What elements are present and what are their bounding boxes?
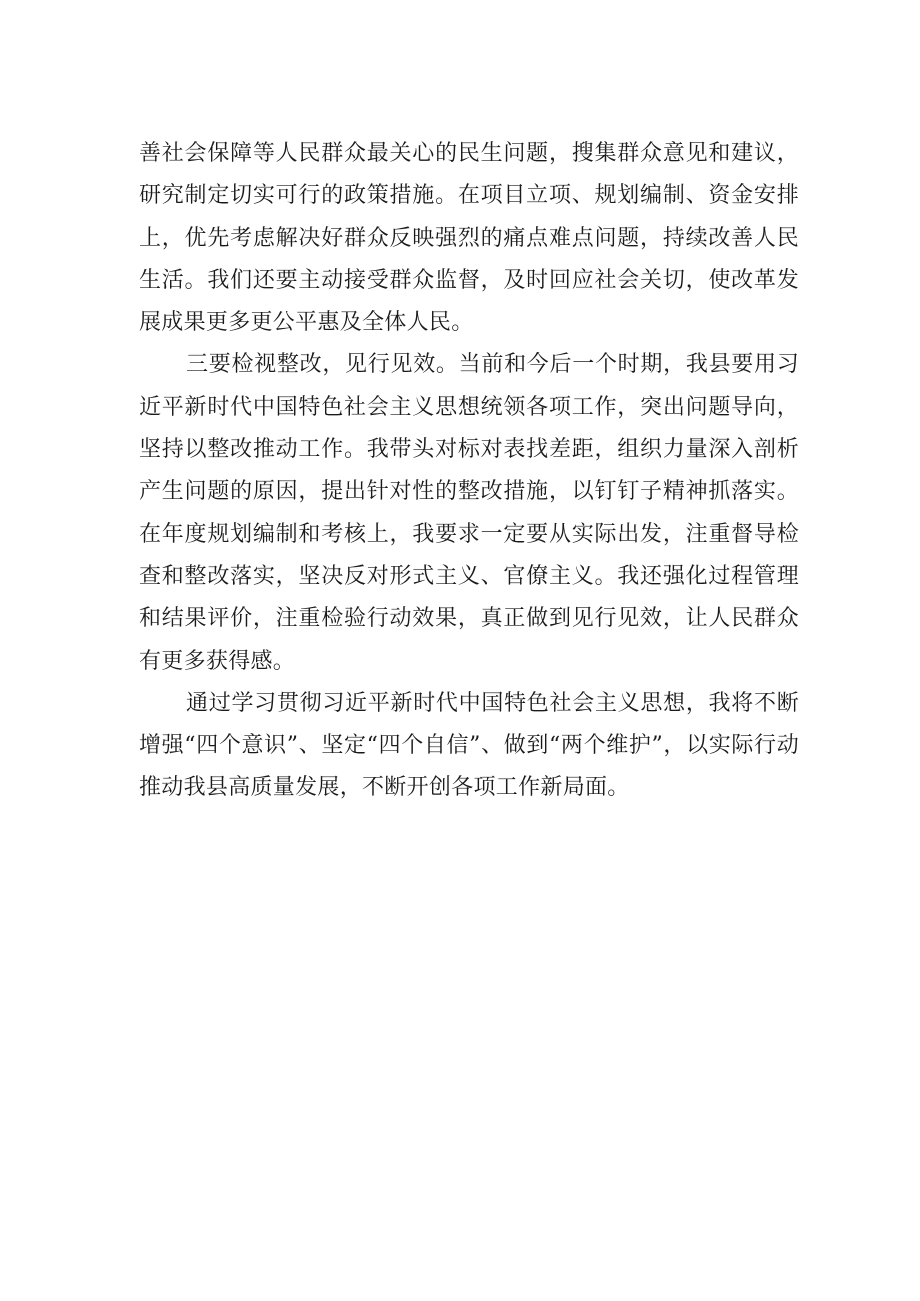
paragraph-3: 通过学习贯彻习近平新时代中国特色社会主义思想，我将不断增强“四个意识”、坚定“四个自信”、做到“两个维护”，以实际行动推动我县高质量发展，不断开创各项工作新局面。 <box>139 690 799 801</box>
document-body <box>139 133 799 810</box>
paragraph-1: 善社会保障等人民群众最关心的民生问题，搜集群众意见和建议，研究制定切实可行的政策措施。在项目立项、规划编制、资金安排上，优先考虑解决好群众反映强烈的痛点难点问题，持续改善人民生活。我们还要主动接受群众监督，及时回应社会关切，使改革发展成果更多更公平惠及全体人民。 <box>139 141 799 336</box>
paragraph-2: 三要检视整改，见行见效。当前和今后一个时期，我县要用习近平新时代中国特色社会主义思想统领各项工作，突出问题导向，坚持以整改推动工作。我带头对标对表找差距，组织力量深入剖析产生问题的原因，提出针对性的整改措施，以钉钉子精神抓落实。在年度规划编制和考核上，我要求一定要从实际出发，注重督导检查和整改落实，坚决反对形式主义、官僚主义。我还强化过程管理和结果评价，注重检验行动效果，真正做到见行见效，让人民群众有更多获得感。 <box>139 352 799 674</box>
